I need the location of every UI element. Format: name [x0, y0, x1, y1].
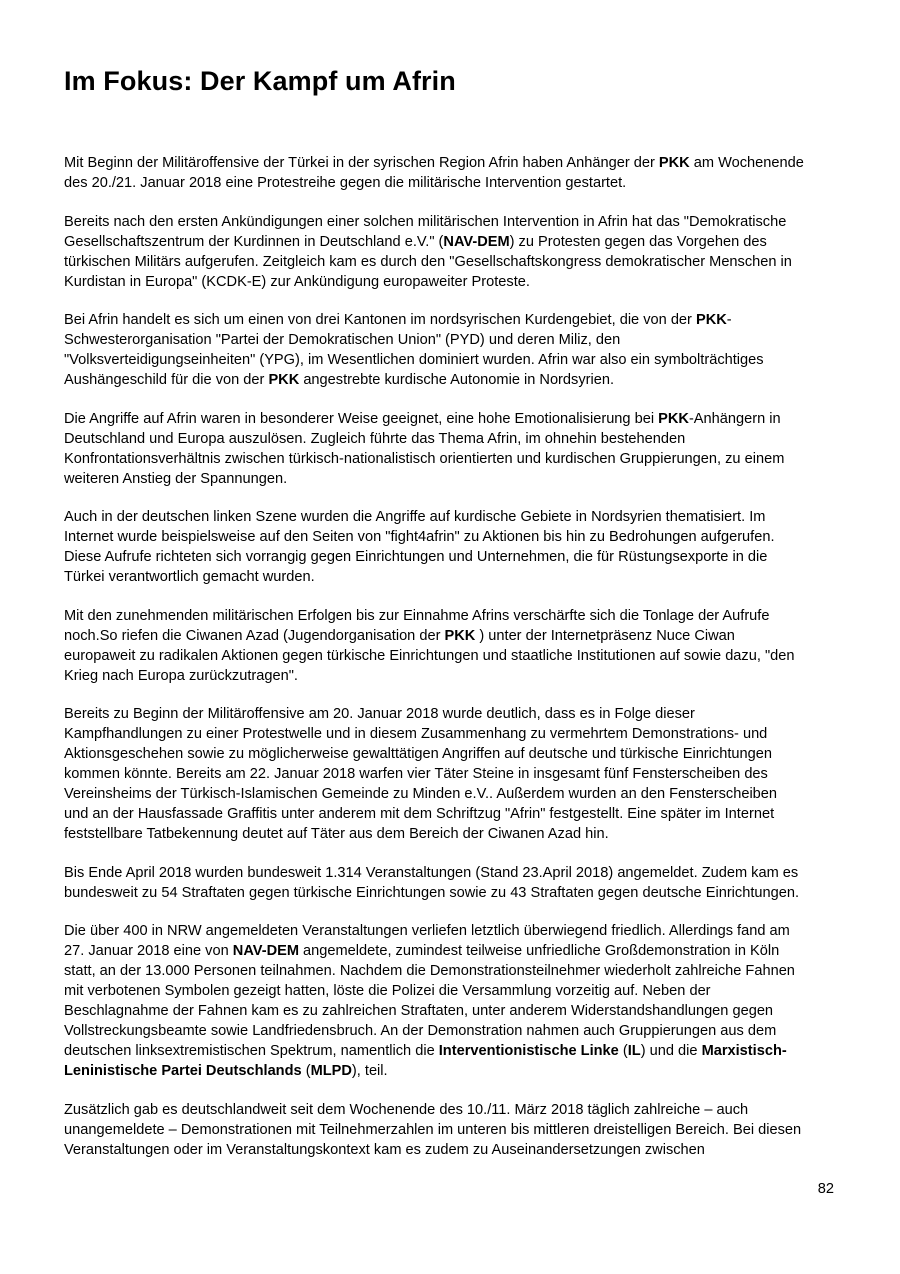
paragraph: [64, 507, 836, 587]
paragraph: [64, 606, 836, 686]
text-segment: (: [618, 1043, 628, 1059]
text-segment: Bis Ende April 2018 wurden bundesweit 1.314 Veranstaltungen (Stand 23.April 2018) angemeldet. Zudem kam es bundesweit zu 54 Straftaten gegen türkische Einrichtungen sowie zu 43 Straftaten gegen deutsche Einrichtungen.: [64, 864, 800, 901]
text-segment: Zusätzlich gab es deutschlandweit seit dem Wochenende des 10./11. März 2018 täglich zahlreiche – auch unangemeldete – Demonstrationen mit Teilnehmerzahlen im unteren bis mittleren dreistelligen Bereich. Bei diesen Veranstaltungen oder im Veranstaltungskontext kam es zudem zu Auseinandersetzungen zwischen: [64, 1101, 802, 1158]
text-segment: Bereits nach den ersten Ankündigungen einer solchen militärischen Intervention in Afrin hat das "Demokratische Gesellschaftszentrum der Kurdinnen in Deutschland e.V." (: [64, 213, 787, 250]
paragraph: [64, 409, 836, 489]
bold-term: Marxistisch- Leninistische Partei Deutschlands: [64, 1043, 787, 1079]
text-segment: angemeldete, zumindest teilweise unfriedliche Großdemonstration in Köln statt, an der 13.000 Personen teilnahmen. Nachdem die Demonstrationsteilnehmer wiederholt zahlreiche Fahnen mit verbotenen Symbolen gezeigt hatten, löste die Polizei die Versammlung vorzeitig auf. Neben der Beschlagnahme der Fahnen kam es zu zahlreichen Straftaten, unter anderem Widerstandshandlungen gegen Vollstreckungsbeamte sowie Landfriedensbruch. An der Demonstration nahmen auch Gruppierungen aus dem deutschen linksextremistischen Spektrum, namentlich die: [64, 943, 795, 1059]
bold-term: PKK: [444, 627, 476, 644]
bold-term: PKK: [268, 372, 300, 388]
text-segment: - Schwesterorganisation "Partei der Demokratischen Union" (PYD) und deren Miliz, den "Volksverteidigungseinheiten" (YPG), im Wesentlichen dominiert wurden. Afrin war also ein symbolträchtiges Aushängeschild für die von der: [64, 312, 764, 388]
paragraph: [64, 1100, 836, 1160]
text-segment: Die Angriffe auf Afrin waren in besonderer Weise geeignet, eine hohe Emotionalisierung bei: [64, 410, 659, 427]
bold-term: PKK: [695, 312, 727, 328]
bold-term: PKK: [658, 155, 690, 171]
text-segment: ) unter der Internetpräsenz Nuce Ciwan europaweit zu radikalen Aktionen gegen türkische Einrichtungen und staatliche Institutionen auf sowie dazu, "den Krieg nach Europa zurückzutragen".: [64, 627, 795, 684]
body-text: [64, 153, 836, 1160]
bold-term: MLPD: [310, 1063, 352, 1079]
text-segment: Bei Afrin handelt es sich um einen von drei Kantonen im nordsyrischen Kurdengebiet, die von der: [64, 312, 696, 328]
bold-term: NAV-DEM: [443, 233, 510, 250]
text-segment: Die über 400 in NRW angemeldeten Veranstaltungen verliefen letztlich überwiegend friedlich. Allerdings fand am 27. Januar 2018 eine von: [64, 923, 790, 959]
paragraph: [64, 153, 836, 193]
text-segment: ) zu Protesten gegen das Vorgehen des türkischen Militärs aufgerufen. Zeitgleich kam es durch den "Gesellschaftskongress demokratischer Menschen in Kurdistan in Europa" (KCDK-E) zur Ankündigung europaweiter Proteste.: [64, 233, 792, 290]
bold-term: Interventionistische Linke: [438, 1043, 619, 1059]
bold-term: PKK: [658, 410, 689, 427]
text-segment: ), teil.: [351, 1063, 388, 1079]
paragraph: [64, 212, 836, 292]
page-number: 82: [817, 1181, 834, 1197]
text-segment: -Anhängern in Deutschland und Europa auszulösen. Zugleich führte das Thema Afrin, im ohnehin bestehenden Konfrontationsverhältnis zwischen türkisch-nationalistisch orientierten und kurdischen Gruppierungen, zu einem weiteren Anstieg der Spannungen.: [64, 410, 785, 487]
paragraph: [64, 921, 836, 1081]
text-segment: (: [301, 1063, 311, 1079]
text-segment: Bereits zu Beginn der Militäroffensive am 20. Januar 2018 wurde deutlich, dass es in Folge dieser Kampfhandlungen zu einer Protestwelle und in diesem Zusammenhang zu vermehrtem Demonstrations- und Aktionsgeschehen sowie zu möglicherweise gewalttätigen Angriffen auf deutsche und türkische Einrichtungen kommen könnte. Bereits am 22. Januar 2018 warfen vier Täter Steine in insgesamt fünf Fensterscheiben des Vereinsheims der Türkisch-Islamischen Gemeinde zu Minden e.V.. Außerdem wurden an den Fensterscheiben und an der Hausfassade Graffitis unter anderem mit dem Schriftzug "Afrin" festgestellt. Eine später im Internet feststellbare Tatbekennung deutet auf Täter aus dem Bereich der Ciwanen Azad hin.: [64, 706, 778, 842]
bold-term: IL: [627, 1043, 641, 1059]
paragraph: [64, 863, 836, 903]
paragraph: [64, 704, 836, 844]
text-segment: ) und die: [640, 1043, 702, 1059]
page-title: Im Fokus: Der Kampf um Afrin: [64, 66, 456, 96]
bold-term: NAV-DEM: [232, 943, 299, 959]
text-segment: Mit den zunehmenden militärischen Erfolgen bis zur Einnahme Afrins verschärfte sich die Tonlage der Aufrufe noch.So riefen die Ciwanen Azad (Jugendorganisation der: [64, 607, 770, 644]
paragraph: [64, 310, 836, 390]
text-segment: angestrebte kurdische Autonomie in Nordsyrien.: [299, 372, 615, 388]
text-segment: Auch in der deutschen linken Szene wurden die Angriffe auf kurdische Gebiete in Nordsyrien thematisiert. Im Internet wurde beispielsweise auf den Seiten von "fight4afrin" zu Aktionen bis hin zu Bedrohungen aufgerufen. Diese Aufrufe richteten sich vorrangig gegen Einrichtungen und Unternehmen, die für Rüstungsexporte in die Türkei verantwortlich gemacht wurden.: [64, 509, 775, 585]
text-segment: am Wochenende des 20./21. Januar 2018 eine Protestreihe gegen die militärische Intervention gestartet.: [64, 155, 804, 191]
document-page: [64, 62, 836, 1178]
text-segment: Mit Beginn der Militäroffensive der Türkei in der syrischen Region Afrin haben Anhänger der: [64, 155, 659, 171]
